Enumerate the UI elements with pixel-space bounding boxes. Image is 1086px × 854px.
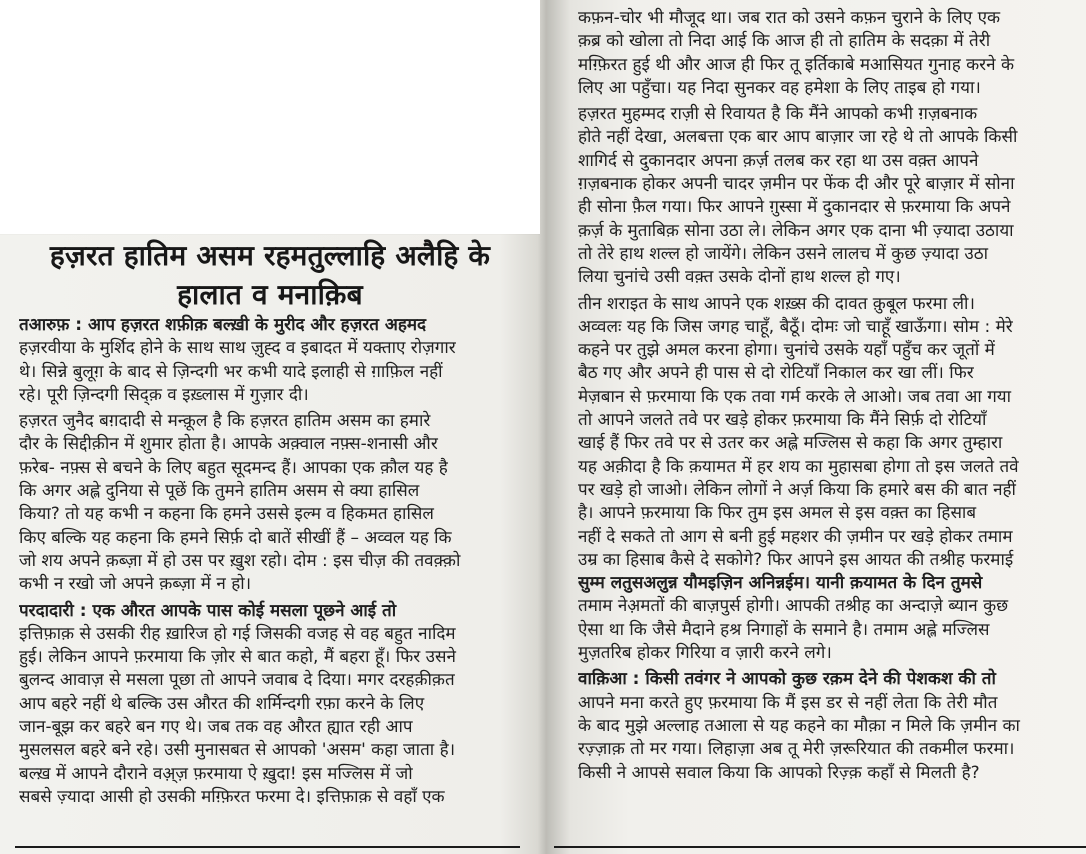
paragraph-line: थे। सिन्ने बुलूग़ के बाद से ज़िन्दगी भर कभी यादे इलाही से ग़ाफ़िल नहीं: [19, 361, 443, 382]
left-page: [0, 0, 540, 854]
right-page-text: [578, 7, 1072, 785]
paragraph-line: इत्तिफ़ाक़ से उसकी रीह ख़ारिज हो गई जिसकी वजह से वह बहुत नादिम: [19, 623, 456, 644]
paragraph-line: उम्र का हिसाब कैसे दे सकोगे? फिर आपने इस आयत की तश्रीह फरमाई: [578, 549, 1014, 570]
paragraph-line: हुई। लेकिन आपने फ़रमाया कि ज़ोर से बात कहो, मैं बहरा हूँ। फिर उसने: [19, 647, 456, 668]
paragraph-line: क़र्ज़ के मुताबिक़ सोना उठा ले। लेकिन अगर एक दाना भी ज़्यादा उठाया: [578, 220, 1014, 241]
paragraph-line: ऐसा था कि जैसे मैदाने हश्र निगाहों के समाने है। तमाम अह्ले मज्लिस: [578, 619, 990, 640]
paragraph-line: नहीं दे सकते तो आग से बनी हुई महशर की ज़मीन पर खड़े होकर तमाम: [578, 526, 1013, 547]
paragraph-line: आप बहरे नहीं थे बल्कि उस औरत की शर्मिन्दगी रफ़ा करने के लिए: [19, 693, 425, 714]
paragraph-line: यह अक़ीदा है कि क़यामत में हर शय का मुहासबा होगा तो इस जलते तवे: [578, 456, 1019, 477]
chapter-title-line: हालात व मनाक़िब: [177, 278, 363, 311]
paragraph-line: के बाद मुझे अल्लाह तआला से यह कहने का मौक़ा न मिले कि ज़मीन का: [578, 715, 1020, 736]
paragraph-line: मुज़तरिब होकर गिरिया व ज़ारी करने लगे।: [578, 643, 832, 664]
paragraph-line: मग़्फ़िरत हुई थी और आज ही फिर तू इर्तिकाबे मआसियत गुनाह करने के: [578, 54, 1015, 75]
paragraph-line: लिए आ पहुँचा। यह निदा सुनकर वह हमेशा के लिए ताइब हो गया।: [578, 77, 981, 98]
paragraph-line: मेज़बान से फ़रमाया कि एक तवा गर्म करके ले आओ। जब तवा आ गया: [578, 386, 1012, 407]
paragraph-line: लिया चुनांचे उसी वक़्त उसके दोनों हाथ शल्ल हो गए।: [578, 267, 901, 288]
page-bottom-rule: [554, 846, 1086, 848]
paragraph-line: वाक़िआ : किसी तवंगर ने आपको कुछ रक़म देने की पेशकश की तो: [578, 669, 996, 690]
paragraph-line: किए बल्कि यह कहना कि हमने सिर्फ़ दो बातें सीखीं हैं – अव्वल यह कि: [19, 527, 452, 548]
chapter-title: [24, 236, 516, 314]
paragraph-line: होते नहीं देखा, अलबत्ता एक बार आप बाज़ार जा रहे थे तो आपके किसी: [578, 127, 1018, 148]
paragraph-line: बैठ गए और अपने ही पास से दो रोटियाँ निकाल कर खा लीं। फिर: [578, 363, 974, 384]
paragraph-line: आपने मना करते हुए फ़रमाया कि मैं इस डर से नहीं लेता कि तेरी मौत: [578, 692, 998, 713]
paragraph-line: रहे। पूरी ज़िन्दगी सिद्क़ व इख़्लास में गुज़ार दी।: [19, 384, 309, 405]
paragraph-line: हज़रत मुहम्मद राज़ी से रिवायत है कि मैंने आपको कभी ग़ज़बनाक: [578, 104, 978, 125]
paragraph-line: परदादारी : एक औरत आपके पास कोई मसला पूछने आई तो: [19, 600, 397, 621]
paragraph-line: ही सोना फ़ैल गया। फिर आपने ग़ुस्सा में दुकानदार से फ़रमाया कि अपने: [578, 197, 1011, 218]
paragraph-line: सबसे ज़्यादा आसी हो उसकी मग़्फ़िरत फरमा दे। इत्तिफ़ाक़ से वहाँ एक: [19, 786, 445, 807]
chapter-title-line: हज़रत हातिम असम रहमतुल्लाहि अलैहि के: [49, 239, 491, 272]
paragraph-line: तो तेरे हाथ शल्ल हो जायेंगे। लेकिन उसने लालच में कुछ ज़्यादा उठा: [578, 243, 989, 264]
right-page: [552, 0, 1086, 854]
blank-white-area: [0, 0, 540, 234]
paragraph-line: शागिर्द से दुकानदार अपना क़र्ज़ तलब कर रहा था उस वक़्त आपने: [578, 150, 979, 171]
paragraph-line: हज़रवीया के मुर्शिद होने के साथ साथ ज़ुह्द व इबादत में यक्ताए रोज़गार: [19, 338, 456, 359]
paragraph-line: तो आपने जलते तवे पर खड़े होकर फ़रमाया कि मैंने सिर्फ़ दो रोटियाँ: [578, 410, 987, 431]
paragraph-line: है। आपने फ़रमाया कि फिर तुम इस अमल से इस वक़्त का हिसाब: [578, 503, 977, 524]
paragraph-line: तीन शराइत के साथ आपने एक शख़्स की दावत क़ुबूल फरमा ली।: [578, 293, 975, 314]
paragraph-line: बल्ख़ में आपने दौराने वअ़्ज़ फ़रमाया ऐ ख़ुदा! इस मज्लिस में जो: [19, 763, 413, 784]
paragraph-line: किया? तो यह कभी न कहना कि हमने उससे इल्म व हिकमत हासिल: [19, 504, 434, 525]
paragraph-line: तमाम नेअ़मतों की बाज़पुर्स होगी। आपकी तश्रीह का अन्दाज़े ब्यान कुछ: [578, 596, 1009, 617]
paragraph-line: ग़ज़बनाक होकर अपनी चादर ज़मीन पर फेंक दी और पूरे बाज़ार में सोना: [578, 174, 1015, 195]
paragraph-line: बुलन्द आवाज़ से मसला पूछा तो आपने जवाब दे दिया। मगर दरहक़ीक़त: [19, 670, 455, 691]
paragraph-line: खाई हैं फिर तवे पर से उतर कर अह्ले मज्लिस से कहा कि अगर तुम्हारा: [578, 433, 1003, 454]
paragraph-line: तआरुफ़ : आप हज़रत शफ़ीक़ बल्ख़ी के मुरीद और हज़रत अहमद: [19, 315, 427, 335]
paragraph-line: कि अगर अह्ले दुनिया से पूछें कि तुमने हातिम असम से क्या हासिल: [19, 481, 420, 502]
paragraph-line: कहने पर तुझे अमल करना होगा। चुनांचे उसके यहाँ पहुँच कर जूतों में: [578, 340, 995, 361]
paragraph-line: फ़रेब- नफ़्स से बचने के लिए बहुत सूदमन्द हैं। आपका एक क़ौल यह है: [19, 457, 448, 478]
paragraph-line: कभी न रखो जो अपने क़ब्ज़ा में न हो।: [19, 574, 252, 595]
paragraph-line: अव्वलः यह कि जिस जगह चाहूँ, बैठूँ। दोमः जो चाहूँ खाऊँगा। सोम : मेरे: [578, 316, 1013, 337]
paragraph-line: सुम्म लतुसअलुन्न यौमइज़िन अनिन्नईम। यानी क़यामत के दिन तुमसे: [578, 573, 983, 594]
paragraph-line: रज़्ज़ाक़ तो मर गया। लिहाज़ा अब तू मेरी ज़रूरियात की तकमील फरमा।: [578, 739, 1015, 760]
paragraph-line: जो शय अपने क़ब्ज़ा में हो उस पर ख़ुश रहो। दोम : इस चीज़ की तवक़्क़ो: [19, 550, 461, 571]
paragraph-line: मुसलसल बहरे बने रहे। उसी मुनासबत से आपको 'असम' कहा जाता है।: [19, 740, 456, 761]
paragraph-line: जान-बूझ कर बहरे बन गए थे। जब तक वह औरत ह्यात रही आप: [19, 717, 413, 738]
paragraph-line: कफ़न-चोर भी मौजूद था। जब रात को उसने कफ़न चुराने के लिए एक: [578, 8, 1001, 28]
paragraph-line: पर खड़े हो जाओ। लेकिन लोगों ने अर्ज़ किया कि हमारे बस की बात नहीं: [578, 479, 1016, 500]
paragraph-line: किसी ने आपसे सवाल किया कि आपको रिज़्क़ कहाँ से मिलती है?: [578, 762, 980, 783]
paragraph-line: दौर के सिद्दीक़ीन में शुमार होता है। आपके अक़्वाल नफ़्स-शनासी और: [19, 434, 438, 455]
left-page-text: [19, 314, 519, 809]
page-bottom-rule: [15, 846, 520, 848]
paragraph-line: हज़रत जुनैद बग़दादी से मन्क़ूल है कि हज़रत हातिम असम का हमारे: [19, 411, 431, 432]
paragraph-line: क़ब्र को खोला तो निदा आई कि आज ही तो हातिम के सदक़ा में तेरी: [578, 31, 991, 52]
